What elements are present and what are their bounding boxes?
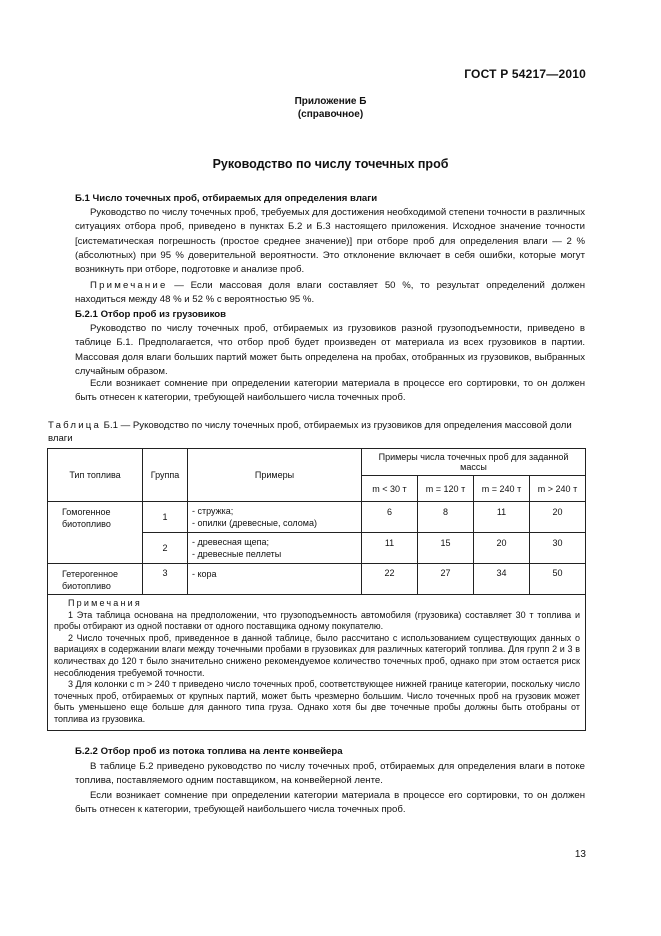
section-b22-heading: Б.2.2 Отбор проб из потока топлива на ленте конвейера [75,746,343,757]
notes-title: Примечания [68,598,142,608]
section-b21-heading: Б.2.1 Отбор проб из грузовиков [75,309,227,320]
example-item: - стружка; [192,506,234,516]
section-b1-note [75,279,585,308]
section-b22-paragraph-1: В таблице Б.2 приведено руководство по числу точечных проб, отбираемых для определения влаги в потоке топлива, поставляемого одним поставщиком, на конвейерной ленте. [75,761,585,787]
table-caption [48,419,585,445]
cell-fuel-type: Гомогенное биотопливо [48,502,143,564]
cell-value: 20 [530,502,586,533]
cell-value: 8 [418,502,474,533]
section-b1-paragraph: Руководство по числу точечных проб, требуемых для достижения необходимой степени точности в различных ситуациях отбора проб, приведено в пунктах Б.2 и Б.3 настоящего приложения. Исходное значение точности [систематическая погрешность (простое среднее значение)] при отборе проб для определения влаги — 2 % (абсолютных) при 95 % доверительной вероятности. Это отклонение включает в себя ошибки, которые могут возникнуть при отборе, подготовке и анализе проб. [75,207,585,276]
section-b1-heading: Б.1 Число точечных проб, отбираемых для определения влаги [75,193,378,204]
header-group: Группа [143,449,188,502]
example-item: - древесные пеллеты [192,549,282,559]
cell-value: 22 [362,564,418,595]
annex-type: (справочное) [297,109,364,120]
header-m2: m = 120 т [418,476,474,502]
cell-group: 2 [143,533,188,564]
cell-value: 50 [530,564,586,595]
section-b21-paragraph-2: Если возникает сомнение при определении категории материала в процессе его сортировки, то он должен быть отнесен к категории, требующей наибольшего числа точечных проб. [75,378,585,404]
header-m1: m < 30 т [362,476,418,502]
table-notes-row [48,595,586,731]
example-item: - древесная щепа; [192,537,269,547]
header-m3: m = 240 т [474,476,530,502]
page-title: Руководство по числу точечных проб [212,157,449,171]
header-m4: m > 240 т [530,476,586,502]
cell-value: 30 [530,533,586,564]
cell-examples [188,502,362,533]
note-item: 2 Число точечных проб, приведенное в данной таблице, было рассчитано с использованием существующих данных о вариациях в содержании влаги между точечными пробами в грузовиках для различных категорий топлива. Для групп 2 и 3 в количествах до 120 т было значительно снижено рекомендуемое количество точечных проб, однако при этом остается риск несоблюдения требуемой точности. [54,632,580,678]
cell-value: 20 [474,533,530,564]
data-table [47,448,586,731]
note-item: 3 Для колонки с m > 240 т приведено число точечных проб, соответствующее нижней границе категории, поскольку число точечных проб, отбираемых от крупных партий, может быть чрезмерно большим. Число точечных проб на грузовик может быть уменьшено еще больше для данного типа груза. Однако хотя бы две точечные пробы должны быть отобраны от топлива из грузовика. [54,679,580,724]
note-item: 1 Эта таблица основана на предположении, что грузоподъемность автомобиля (грузовика) составляет 30 т топлива и пробы отбирают из одной поставки от одного поставщика одному покупателю. [54,609,580,632]
table-row [48,564,586,595]
section-b21-paragraph-1: Руководство по числу точечных проб, отбираемых из грузовиков разной грузоподъемности, приведено в таблице Б.1. Предполагается, что отбор проб будет произведен от материала из всех грузовиков в партии. Массовая доля влаги больших партий может быть определена на пробах, отобранных из грузовиков, выбранных случайным образом. [75,323,585,377]
cell-value: 11 [362,533,418,564]
cell-examples [188,533,362,564]
header-mass-group: Примеры числа точечных проб для заданной массы [362,449,586,476]
note-text: — Если массовая доля влаги составляет 50 %, то результат определений должен находиться между 48 % и 52 % с вероятностью 95 %. [75,280,585,306]
cell-group: 1 [143,502,188,533]
note-label: Примечание [90,280,168,291]
cell-fuel-type: Гетерогенное биотопливо [48,564,143,595]
annex-title: Приложение Б [294,96,367,107]
cell-value: 6 [362,502,418,533]
example-item: - опилки (древесные, солома) [192,518,317,528]
cell-value: 34 [474,564,530,595]
cell-value: 15 [418,533,474,564]
table-caption-text: Б.1 — Руководство по числу точечных проб, отбираемых из грузовиков для определения массовой доли влаги [48,420,572,444]
standard-code: ГОСТ Р 54217—2010 [464,67,586,81]
table-notes [48,595,586,731]
header-examples: Примеры [188,449,362,502]
header-fuel-type: Тип топлива [48,449,143,502]
cell-group: 3 [143,564,188,595]
cell-examples [188,564,362,595]
table-caption-label: Таблица [48,420,102,431]
section-b22-paragraph-2: Если возникает сомнение при определении категории материала в процессе его сортировки, то он должен быть отнесен к категории, требующей наибольшего числа точечных проб. [75,790,585,816]
table-header-row [48,449,586,476]
cell-value: 27 [418,564,474,595]
page-number: 13 [574,849,586,860]
cell-value: 11 [474,502,530,533]
example-item: - кора [192,569,217,579]
table-row [48,502,586,533]
